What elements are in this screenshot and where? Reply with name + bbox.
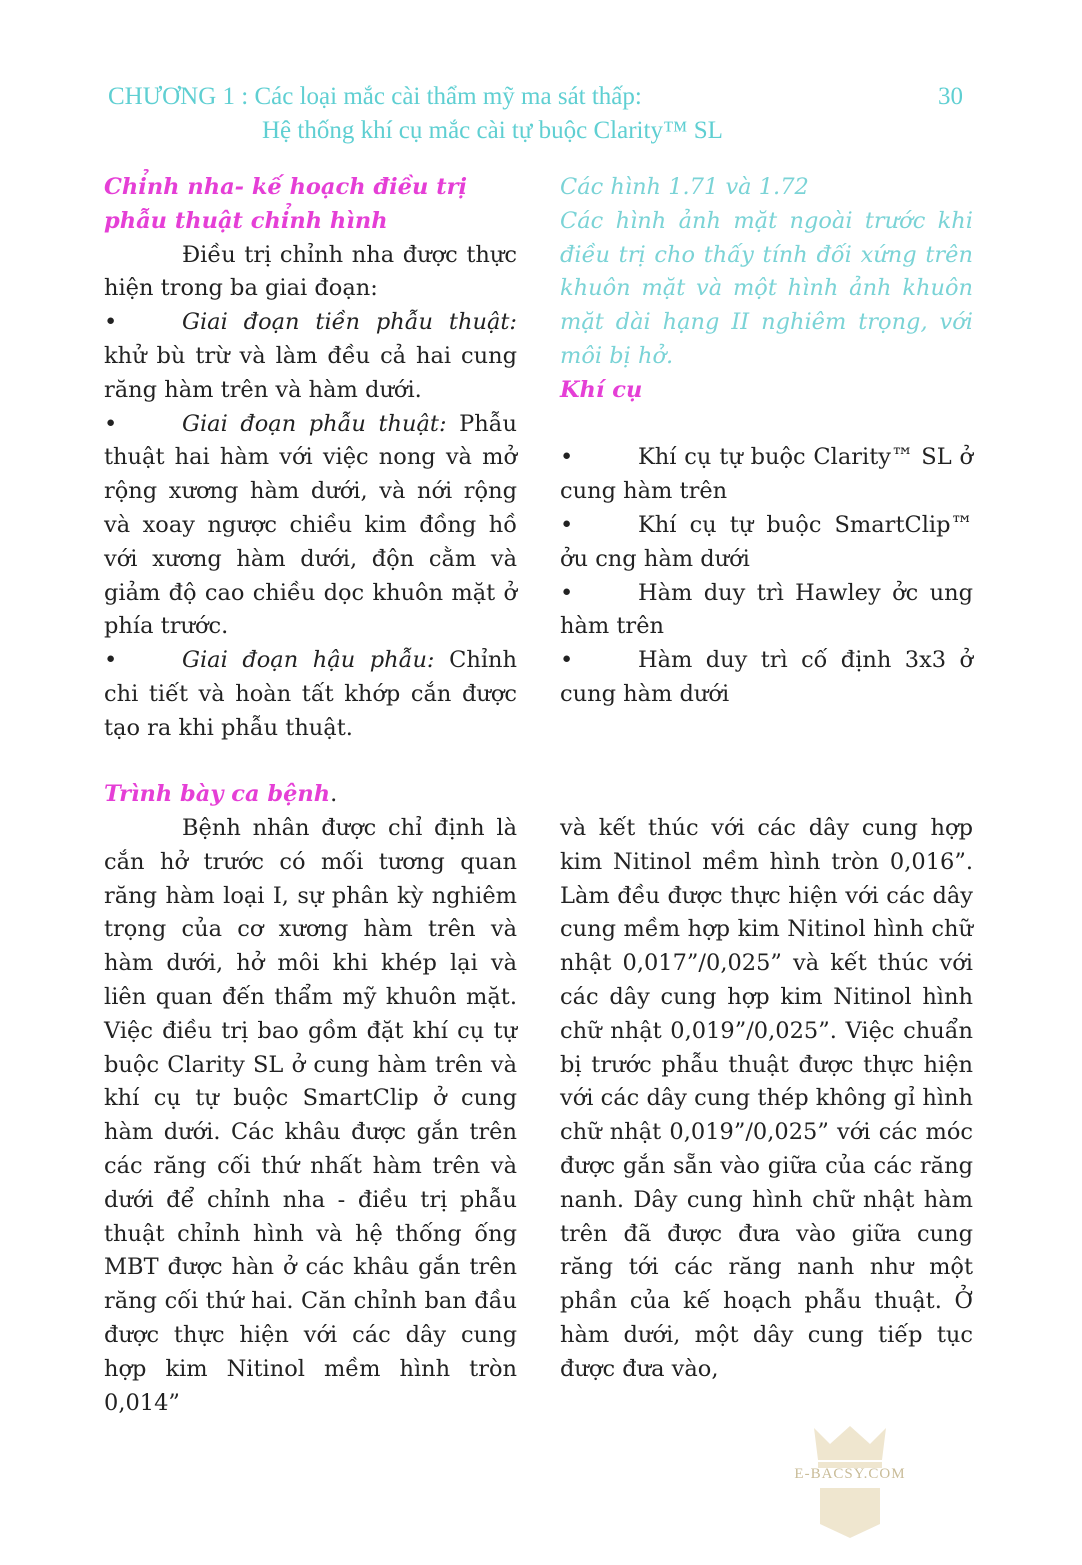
bullet-icon: • (560, 511, 574, 538)
bullet-text: Chỉnh chi tiết và hoàn tất khớp cắn được tạo ra khi phẫu thuật. (104, 647, 517, 741)
figure-caption-text: Các hình ảnh mặt ngoài trước khi điều trị cho thấy tính đối xứng trên khuôn mặt và một hình ảnh khuôn mặt dài hạng II nghiêm trọng, với môi bị hở. (560, 207, 973, 369)
case-left-column (104, 812, 517, 1420)
bullet-icon: • (560, 647, 574, 674)
appliance-item: • Khí cụ tự buộc SmartClip™ ởu cng hàm dưới (560, 509, 973, 577)
bullet-icon: • (104, 647, 118, 674)
case-paragraph-right: và kết thúc với các dây cung hợp kim Nitinol mềm hình tròn 0,016”. Làm đều được thực hiện với các dây cung mềm hợp kim Nitinol hình chữ nhật 0,017”/0,025” và kết thúc với các dây cung hợp kim Nitinol hình chữ nhật 0,019”/0,025”. Việc chuẩn bị trước phẫu thuật được thực hiện với các dây cung thép không gỉ hình chữ nhật 0,019”/0,025” với các móc được gắn sẵn vào giữa của các răng nanh. Dây cung hình chữ nhật hàm trên đã được đưa vào giữa cung răng tới các răng nanh như một phần của kế hoạch phẫu thuật. Ở hàm dưới, một dây cung tiếp tục được đưa vào, (560, 815, 973, 1382)
section-heading-case: Trình bày ca bệnh. (104, 781, 338, 807)
appliance-item: • Hàm duy trì Hawley ởc ung hàm trên (560, 577, 973, 645)
watermark-text: E-BACSY.COM (794, 1466, 906, 1482)
figure-caption-title: Các hình 1.71 và 1.72 (560, 174, 809, 200)
page-number: 30 (938, 83, 963, 110)
bullet-lead: Giai đoạn phẫu thuật: (182, 410, 447, 437)
bullet-icon: • (104, 410, 118, 437)
bullet-text: Phẫu thuật hai hàm với việc nong và mở rộng xương hàm dưới, và nới rộng và xoay ngược chiều kim đồng hồ với xương hàm dưới, độn cằm và giảm độ cao chiều dọc khuôn mặt ở phía trước. (104, 410, 517, 640)
appliance-item: • Khí cụ tự buộc Clarity™ SL ở cung hàm trên (560, 441, 973, 509)
case-heading-block (104, 778, 517, 812)
section-heading: Chỉnh nha- kế hoạch điều trị phẫu thuật chỉnh hình (104, 174, 467, 234)
bullet-lead: Giai đoạn hậu phẫu: (182, 647, 435, 674)
section-heading-appliances: Khí cụ (560, 376, 643, 403)
bullet-icon: • (104, 309, 118, 336)
chapter-subtitle: Hệ thống khí cụ mắc cài tự buộc Clarity™ SL (262, 117, 723, 144)
bullet-icon: • (560, 444, 574, 471)
case-paragraph-left: Bệnh nhân được chỉ định là cắn hở trước có mối tương quan răng hàm loại I, sự phân kỳ nghiêm trọng của cơ xương hàm trên và hàm dưới, hở môi khi khép lại và liên quan đến thẩm mỹ khuôn mặt. Việc điều trị bao gồm đặt khí cụ tự buộc Clarity SL ở cung hàm trên và khí cụ tự buộc SmartClip ở cung hàm dưới. Các khâu được gắn trên các răng cối thứ nhất hàm trên và dưới để chỉnh nha - điều trị phẫu thuật chỉnh hình và hệ thống ống MBT được hàn ở các khâu gắn trên răng cối thứ hai. Căn chỉnh ban đầu được thực hiện với các dây cung hợp kim Nitinol mềm hình tròn 0,014” (104, 815, 517, 1416)
bullet-icon: • (560, 579, 574, 606)
bullet-lead: Giai đoạn tiền phẫu thuật: (182, 309, 517, 336)
bullet-text: khử bù trừ và làm đều cả hai cung răng hàm trên và hàm dưới. (104, 342, 517, 403)
appliance-item: • Hàm duy trì cố định 3x3 ở cung hàm dưới (560, 644, 973, 712)
right-top-column (560, 171, 973, 712)
bullet-item-post-surgery (104, 644, 517, 745)
intro-text: Điều trị chỉnh nha được thực hiện trong ba giai đoạn: (104, 241, 517, 302)
left-top-column-render (104, 171, 517, 746)
case-right-column (560, 812, 973, 1387)
chapter-title: CHƯƠNG 1 : Các loại mắc cài thẩm mỹ ma sát thấp: (108, 83, 642, 110)
bullet-item-pre-surgery (104, 306, 517, 407)
watermark-logo (790, 1420, 910, 1540)
bullet-item-surgery (104, 408, 517, 645)
